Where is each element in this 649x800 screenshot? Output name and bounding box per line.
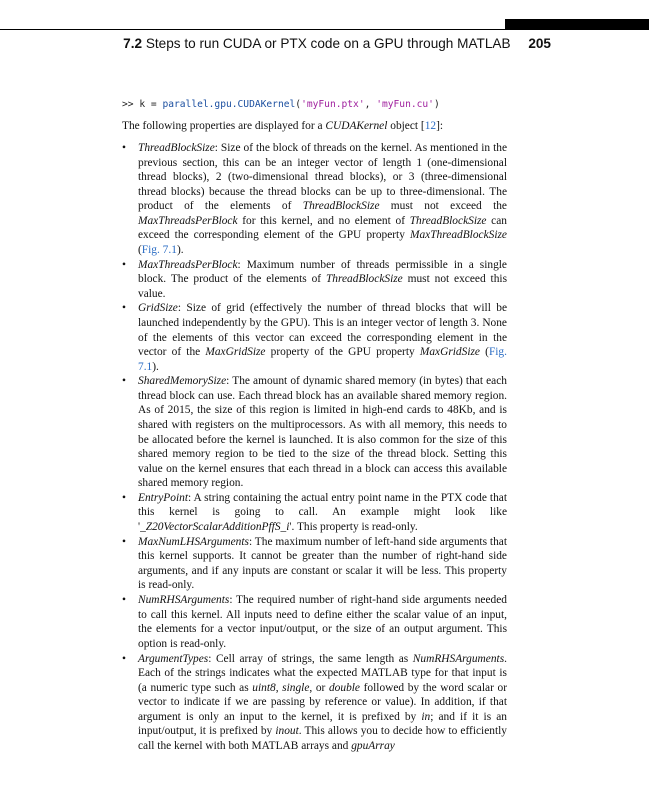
code-call: parallel.gpu.CUDAKernel: [162, 99, 296, 110]
property-name: ArgumentTypes: [138, 652, 209, 665]
list-item-argumenttypes: • ArgumentTypes: Cell array of strings, the same length as NumRHSArguments. Each of the strings indicates what the expected MATLAB type for that input is (a numeric type such as uint8, single, or double followed by the word scalar or vector to indicate if we are passing by reference or value). In addition, if that argument is only an input to the kernel, it is prefixed by in; and if it is an input/output, it is prefixed by inout. This allows you to decide how to efficiently call the kernel with both MATLAB arrays and gpuArray: [122, 652, 507, 754]
code-open-paren: (: [295, 99, 302, 110]
list-item-maxthreadsperblock: • MaxThreadsPerBlock: Maximum number of threads permissible in a single block. The product of the elements of ThreadBlockSize must not exceed this value.: [122, 258, 507, 302]
code-prompt: >> k =: [122, 99, 163, 110]
property-name: EntryPoint: [138, 491, 188, 504]
code-line: [122, 99, 440, 110]
list-item-threadblocksize: • ThreadBlockSize: Size of the block of threads on the kernel. As mentioned in the previous section, this can be an integer vector of length 1 (one-dimensional thread blocks), 2 (two-dimensional thread blocks), or 3 (three-dimensional thread blocks) because the thread blocks can be up to three-dimensional. The product of the elements of ThreadBlockSize must not exceed the MaxThreadsPerBlock for this kernel, and no element of ThreadBlockSize can exceed the corresponding element of the GPU property MaxThreadBlockSize (Fig. 7.1).: [122, 141, 507, 257]
property-name: SharedMemorySize: [138, 375, 227, 388]
property-name: ThreadBlockSize: [138, 142, 215, 154]
header-rule: [0, 29, 649, 30]
code-arg-ptx: 'myFun.ptx': [301, 99, 365, 110]
property-name: NumRHSArguments: [138, 594, 230, 607]
intro-paragraph: The following properties are displayed for a CUDAKernel object [12]:: [122, 120, 444, 132]
property-name: MaxNumLHSArguments: [138, 535, 249, 548]
code-arg-cu: 'myFun.cu': [376, 99, 434, 110]
section-number: 7.2: [123, 36, 143, 51]
property-name: GridSize: [138, 302, 178, 315]
running-header: [0, 36, 551, 51]
property-name: MaxThreadsPerBlock: [138, 258, 238, 271]
code-close-paren: ): [433, 99, 440, 110]
list-item-numrhsarguments: • NumRHSArguments: The required number of right-hand side arguments needed to call this kernel. All inputs need to define either the scalar value of an input, the elements for a vector input/output, or the size of an output argument. This option is read-only.: [122, 593, 507, 651]
code-separator: ,: [364, 99, 377, 110]
list-item-maxnumlhsarguments: • MaxNumLHSArguments: The maximum number of left-hand side arguments that this kernel supports. It cannot be greater than the number of right-hand side arguments, and if any inputs are constant or scalar it will be less. This property is read-only.: [122, 535, 507, 593]
list-item-gridsize: • GridSize: Size of grid (effectively the number of thread blocks that will be launched independently by the GPU). This is an integer vector of length 3. None of the elements of this vector can exceed the corresponding element in the vector of the MaxGridSize property of the GPU property MaxGridSize (Fig. 7.1).: [122, 301, 507, 374]
figure-link[interactable]: Fig. 7.1: [138, 346, 507, 373]
citation-link[interactable]: 12: [424, 120, 437, 132]
list-item-entrypoint: • EntryPoint: A string containing the actual entry point name in the PTX code that this kernel is going to call. An example might look like '_Z20VectorScalarAdditionPffS_i'. This property is read-only.: [122, 491, 507, 535]
section-title: Steps to run CUDA or PTX code on a GPU through MATLAB: [145, 36, 511, 51]
property-list: [122, 141, 507, 754]
list-item-sharedmemorysize: • SharedMemorySize: The amount of dynamic shared memory (in bytes) that each thread block can use. Each thread block has an available shared memory region. As of 2015, the size of this region is limited in high-end cards to 48Kb, and is shared with registers on the multiprocessors. As with all memory, this needs to be allocated before the kernel is launched. It is also common for the size of this shared memory region to be tied to the size of the thread block. Setting this value on the kernel ensures that each thread in a block can access this available shared memory region.: [122, 374, 507, 490]
header-bar-decoration: [505, 19, 649, 29]
page-number: 205: [528, 36, 551, 51]
figure-link[interactable]: Fig. 7.1: [141, 243, 177, 256]
